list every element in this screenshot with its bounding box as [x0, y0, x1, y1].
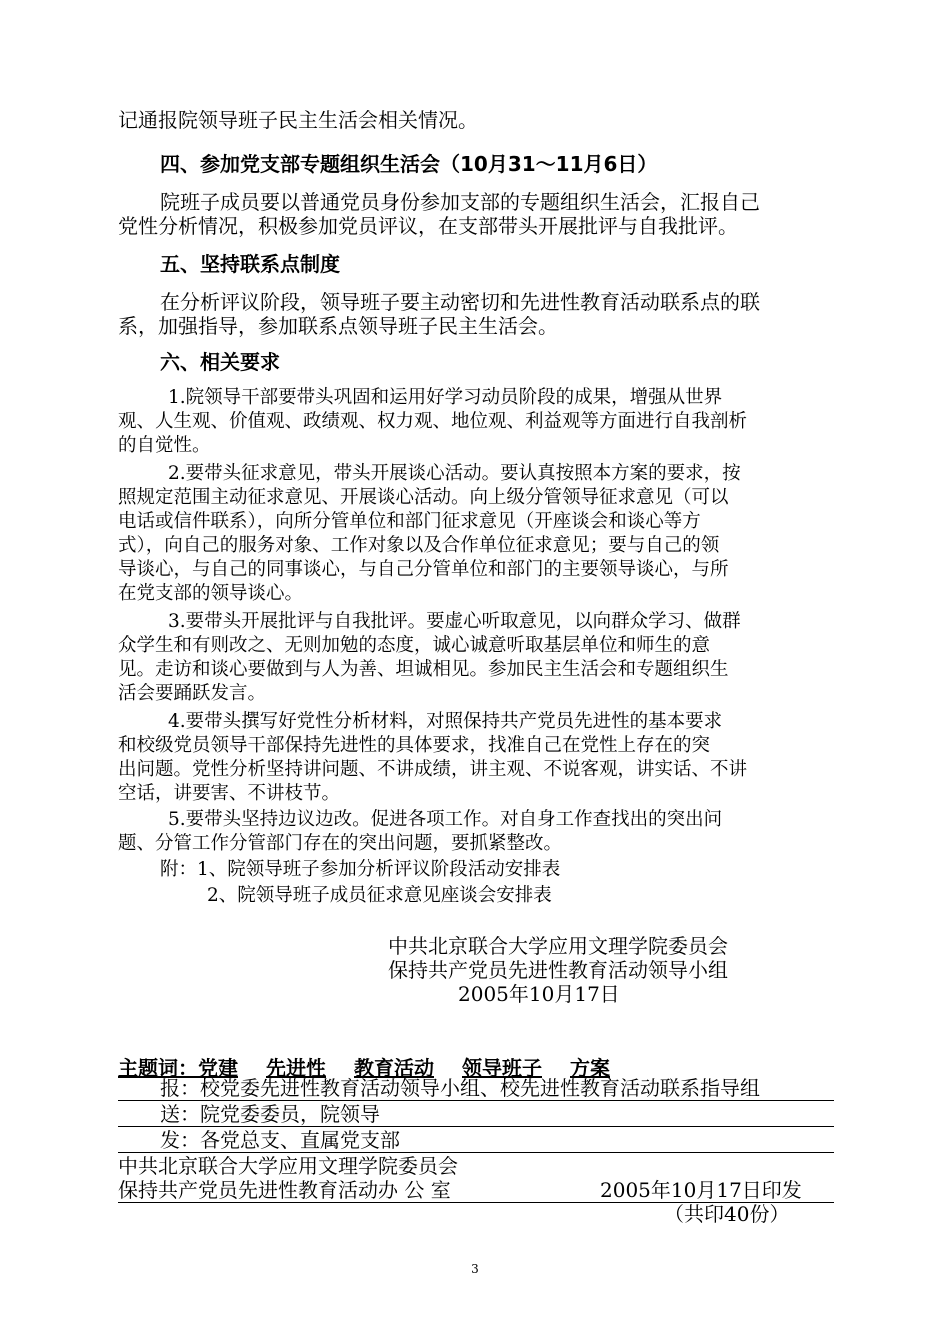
body-line: 导谈心，与自己的同事谈心，与自己分管单位和部门的主要领导谈心，与所 — [118, 559, 729, 580]
keyword: 领导班子 — [462, 1056, 542, 1080]
body-line: 观、人生观、价值观、政绩观、权力观、地位观、利益观等方面进行自我剖析 — [118, 411, 748, 432]
keywords-label: 主题词：党建 — [118, 1056, 238, 1080]
body-line: 照规定范围主动征求意见、开展谈心活动。向上级分管领导征求意见（可以 — [118, 487, 729, 508]
body-line: 电话或信件联系），向所分管单位和部门征求意见（开座谈会和谈心等方 — [118, 511, 701, 532]
body-line: 式），向自己的服务对象、工作对象以及合作单位征求意见；要与自己的领 — [118, 535, 720, 556]
body-line: 党性分析情况，积极参加党员评议，在支部带头开展批评与自我批评。 — [118, 214, 738, 238]
keyword: 方案 — [570, 1056, 610, 1080]
issuer-org: 中共北京联合大学应用文理学院委员会 — [118, 1154, 458, 1178]
body-line: 空话，讲要害、不讲枝节。 — [118, 783, 341, 804]
copies-count: （共印40份） — [664, 1202, 790, 1226]
signature-date: 2005年10月17日 — [458, 982, 620, 1006]
body-line: 众学生和有则改之、无则加勉的态度，诚心诚意听取基层单位和师生的意 — [118, 635, 711, 656]
body-line: 5.要带头坚持边议边改。促进各项工作。对自身工作查找出的突出问 — [168, 809, 723, 830]
distribution-report: 报：校党委先进性教育活动领导小组、校先进性教育活动联系指导组 — [160, 1076, 760, 1100]
page-number: 3 — [471, 1262, 479, 1276]
section-heading: 六、相关要求 — [160, 350, 280, 374]
divider — [118, 1152, 834, 1153]
body-line: 4.要带头撰写好党性分析材料，对照保持共产党员先进性的基本要求 — [168, 711, 723, 732]
distribution-issue: 发：各党总支、直属党支部 — [160, 1128, 400, 1152]
keyword: 教育活动 — [354, 1056, 434, 1080]
signature-group: 保持共产党员先进性教育活动领导小组 — [388, 958, 728, 982]
body-line: 在党支部的领导谈心。 — [118, 583, 304, 604]
keyword: 先进性 — [266, 1056, 326, 1080]
distribution-send: 送：院党委委员，院领导 — [160, 1102, 380, 1126]
section-heading: 四、参加党支部专题组织生活会（10月31～11月6日） — [160, 152, 658, 176]
section-heading: 五、坚持联系点制度 — [160, 252, 340, 276]
body-line: 的自觉性。 — [118, 435, 211, 456]
body-line: 系，加强指导，参加联系点领导班子民主生活会。 — [118, 314, 558, 338]
attachment-line: 附：1、院领导班子参加分析评议阶段活动安排表 — [160, 859, 561, 880]
body-line: 1.院领导干部要带头巩固和运用好学习动员阶段的成果，增强从世界 — [168, 387, 723, 408]
body-line: 2.要带头征求意见，带头开展谈心活动。要认真按照本方案的要求，按 — [168, 463, 741, 484]
body-line: 题、分管工作分管部门存在的突出问题，要抓紧整改。 — [118, 833, 563, 854]
body-line: 3.要带头开展批评与自我批评。要虚心听取意见，以向群众学习、做群 — [168, 611, 741, 632]
divider — [118, 1100, 834, 1101]
issuer-office: 保持共产党员先进性教育活动办 公 室 — [118, 1178, 451, 1202]
body-line: 院班子成员要以普通党员身份参加支部的专题组织生活会，汇报自己 — [160, 190, 760, 214]
body-line: 记通报院领导班子民主生活会相关情况。 — [118, 108, 478, 132]
divider — [118, 1126, 834, 1127]
body-line: 在分析评议阶段，领导班子要主动密切和先进性教育活动联系点的联 — [160, 290, 760, 314]
signature-org: 中共北京联合大学应用文理学院委员会 — [388, 934, 728, 958]
body-line: 和校级党员领导干部保持先进性的具体要求，找准自己在党性上存在的突 — [118, 735, 711, 756]
body-line: 活会要踊跃发言。 — [118, 683, 267, 704]
body-line: 出问题。党性分析坚持讲问题、不讲成绩，讲主观、不说客观，讲实话、不讲 — [118, 759, 748, 780]
body-line: 见。走访和谈心要做到与人为善、坦诚相见。参加民主生活会和专题组织生 — [118, 659, 729, 680]
attachment-line: 2、院领导班子成员征求意见座谈会安排表 — [207, 885, 552, 906]
print-date: 2005年10月17日印发 — [600, 1178, 802, 1202]
